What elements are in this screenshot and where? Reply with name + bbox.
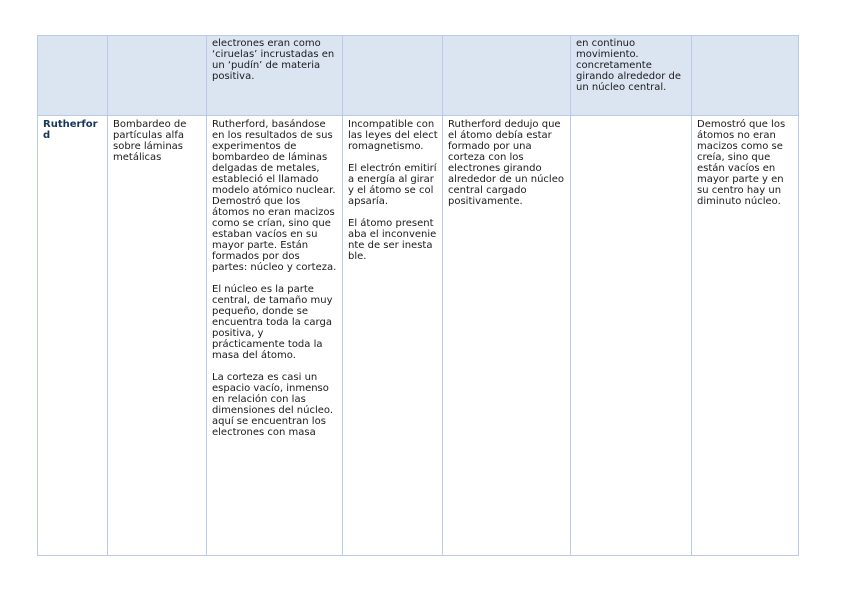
atomic-models-table: [37, 35, 799, 556]
electron-motion-text: en continuo movimiento. concretamente girando alrededor de un núcleo central.: [576, 38, 682, 93]
problem-paragraph: Incompatible con las leyes del electromagnetismo.: [348, 119, 438, 152]
cell-empty: [571, 116, 692, 556]
deduction-cell: [443, 116, 571, 556]
cell-empty: [108, 36, 207, 116]
cell-empty: [443, 36, 571, 116]
cell-electron-motion: [571, 36, 692, 116]
deduction-text: Rutherford dedujo que el átomo debía estar formado por una corteza con los electrones girando alrededor de un núcleo central cargado positivamente.: [448, 119, 564, 207]
conclusion-cell: [692, 116, 799, 556]
conclusion-text: Demostró que los átomos no eran macizos como se creía, sino que están vacíos en mayor parte y en su centro hay un diminuto núcleo.: [697, 119, 786, 207]
table-row-rutherford: [38, 116, 799, 556]
experiment-text: Bombardeo de partículas alfa sobre láminas metálicas: [113, 119, 187, 163]
description-paragraph: Rutherford, basándose en los resultados de sus experimentos de bombardeo de láminas delgadas de metales, estableció el llamado modelo atómico nuclear. Demostró que los átomos no eran macizos como se crían, sino que estaban vacíos en su mayor parte. Están formados por dos partes: núcleo y corteza.: [212, 119, 337, 273]
cell-empty: [38, 36, 108, 116]
problem-paragraph: El electrón emitiría energía al girar y el átomo se colapsaría.: [348, 163, 437, 207]
model-name: Rutherford: [43, 119, 98, 141]
description-paragraph: El núcleo es la parte central, de tamaño muy pequeño, donde se encuentra toda la carga positiva, y prácticamente toda la masa del átomo.: [212, 284, 333, 361]
model-name-cell: [38, 116, 108, 556]
problem-paragraph: El átomo presentaba el inconveniente de ser inestable.: [348, 218, 437, 262]
table-row-continued: [38, 36, 799, 116]
cell-empty: [692, 36, 799, 116]
problems-cell: [343, 116, 443, 556]
cell-empty: [343, 36, 443, 116]
thomson-description-text: electrones eran como ‘ciruelas’ incrustadas en un ‘pudín’ de materia positiva.: [212, 38, 335, 82]
description-paragraph: La corteza es casi un espacio vacío, inmenso en relación con las dimensiones del núcleo. aquí se encuentran los electrones con masa: [212, 372, 334, 438]
description-cell: [207, 116, 343, 556]
experiment-cell: [108, 116, 207, 556]
cell-thomson-description: [207, 36, 343, 116]
